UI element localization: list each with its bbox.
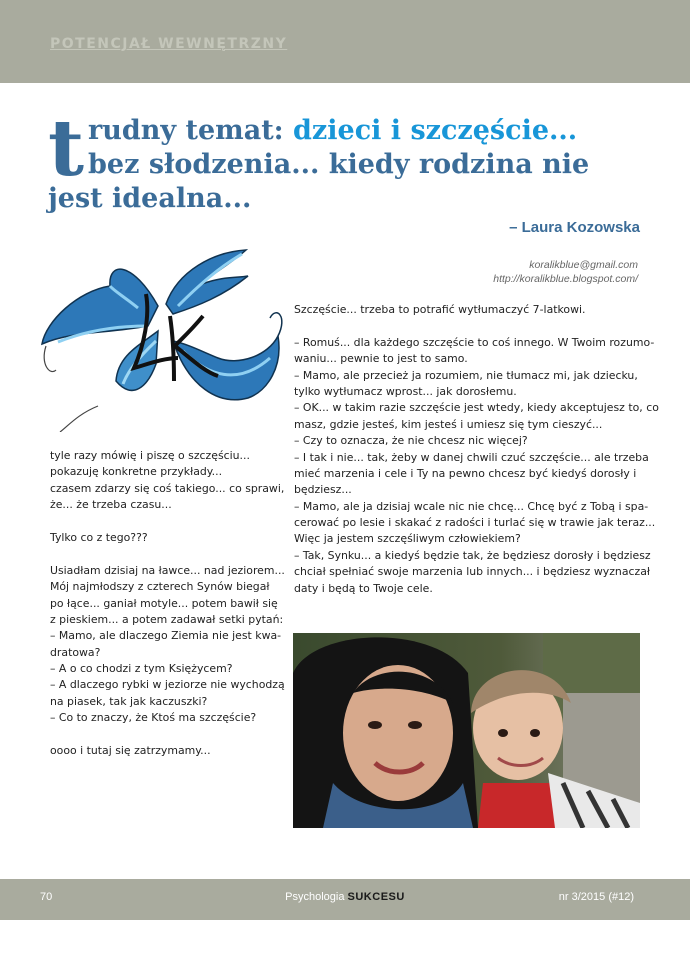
text-line: [50, 514, 282, 530]
footer-bar: [0, 879, 690, 920]
title-dropcap: t: [48, 103, 85, 194]
author-name: – Laura Kozowska: [509, 219, 640, 236]
header-bar: [0, 0, 690, 83]
contact-email: koralikblue@gmail.com: [529, 259, 638, 271]
page-number: 70: [40, 891, 53, 903]
text-line: mieć marzenia i cele i Ty na pewno chcesz być kiedyś dorosły i: [294, 466, 637, 480]
contact-info: [493, 258, 638, 286]
text-line: Mój najmłodszy z czterech Synów biegał: [50, 580, 270, 594]
title-part3: jest idealna...: [48, 183, 252, 214]
title-accent: dzieci i szczęście...: [293, 115, 578, 146]
text-line: chciał spełniać swoje marzenia lub innych... i będziesz wyznaczał: [294, 565, 650, 579]
butterfly-logo-icon: [38, 246, 288, 432]
magazine-prefix: Psychologia: [285, 891, 348, 903]
text-line: czasem zdarzy się coś takiego... co sprawi,: [50, 481, 285, 495]
right-column-text: [294, 302, 659, 597]
article-title: [48, 103, 648, 216]
text-line: – Czy to oznacza, że nie chcesz nic więcej?: [294, 434, 528, 448]
section-label: POTENCJAŁ WEWNĘTRZNY: [50, 36, 288, 52]
text-line: – Romuś... dla każdego szczęście to coś innego. W Twoim rozumo-: [294, 335, 655, 349]
text-line: po łące... ganiał motyle... potem bawił się: [50, 596, 278, 610]
text-line: będziesz...: [294, 483, 352, 497]
text-line: – Mamo, ale przecież ja rozumiem, nie tłumacz mi, jak dziecku,: [294, 368, 638, 382]
text-line: – A dlaczego rybki w jeziorze nie wychodzą: [50, 678, 285, 692]
text-line: Więc ja jestem szczęśliwym człowiekiem?: [294, 532, 521, 546]
text-line: z pieskiem... a potem zadawał setki pytań:: [50, 612, 284, 626]
text-line: dratowa?: [50, 645, 101, 659]
text-line: pokazuję konkretne przykłady...: [50, 465, 223, 479]
family-photo: [293, 633, 640, 828]
text-line: Usiadłam dzisiaj na ławce... nad jeziorem...: [50, 563, 285, 577]
text-line: tylko wytłumacz wprost... jak dorosłemu.: [294, 384, 517, 398]
title-part1: rudny temat:: [88, 115, 294, 146]
text-line: tyle razy mówię i piszę o szczęściu...: [50, 449, 250, 462]
left-column-text: [50, 448, 285, 759]
text-line: – OK... w takim razie szczęście jest wtedy, kiedy akceptujesz to, co: [294, 401, 659, 415]
text-line: [50, 727, 282, 743]
text-line: waniu... pewnie to jest to samo.: [294, 352, 468, 366]
text-line: że... że trzeba czasu...: [50, 498, 172, 512]
text-line: na piasek, tak jak kaczuszki?: [50, 694, 208, 708]
text-line: – Mamo, ale ja dzisiaj wcale nic nie chcę... Chcę być z Tobą i spa-: [294, 499, 649, 513]
text-line: masz, gdzie jesteś, kim jesteś i umiesz się tym cieszyć...: [294, 417, 603, 431]
text-line: cerować po lesie i skakać z radości i turlać się w trawie jak teraz...: [294, 516, 656, 530]
text-line: – A o co chodzi z tym Księżycem?: [50, 662, 233, 676]
text-line: daty i będą to Twoje cele.: [294, 581, 433, 595]
text-line: – I tak i nie... tak, żeby w danej chwili czuć szczęście... ale trzeba: [294, 450, 649, 464]
text-line: Tylko co z tego???: [50, 530, 148, 544]
text-line: – Tak, Synku... a kiedyś będzie tak, że będziesz dorosły i będziesz: [294, 548, 651, 562]
magazine-accent: SUKCESU: [347, 891, 405, 903]
text-line: [294, 318, 642, 334]
text-line: – Mamo, ale dlaczego Ziemia nie jest kwa-: [50, 629, 282, 643]
text-line: [50, 546, 282, 562]
text-line: oooo i tutaj się zatrzymamy...: [50, 744, 211, 758]
title-part2: bez słodzenia... kiedy rodzina nie: [88, 149, 590, 180]
contact-blog: http://koralikblue.blogspot.com/: [493, 273, 638, 285]
text-line: Szczęście... trzeba to potrafić wytłumaczyć 7-latkowi.: [294, 303, 586, 316]
text-line: – Co to znaczy, że Ktoś ma szczęście?: [50, 711, 257, 725]
issue-number: nr 3/2015 (#12): [558, 891, 634, 903]
